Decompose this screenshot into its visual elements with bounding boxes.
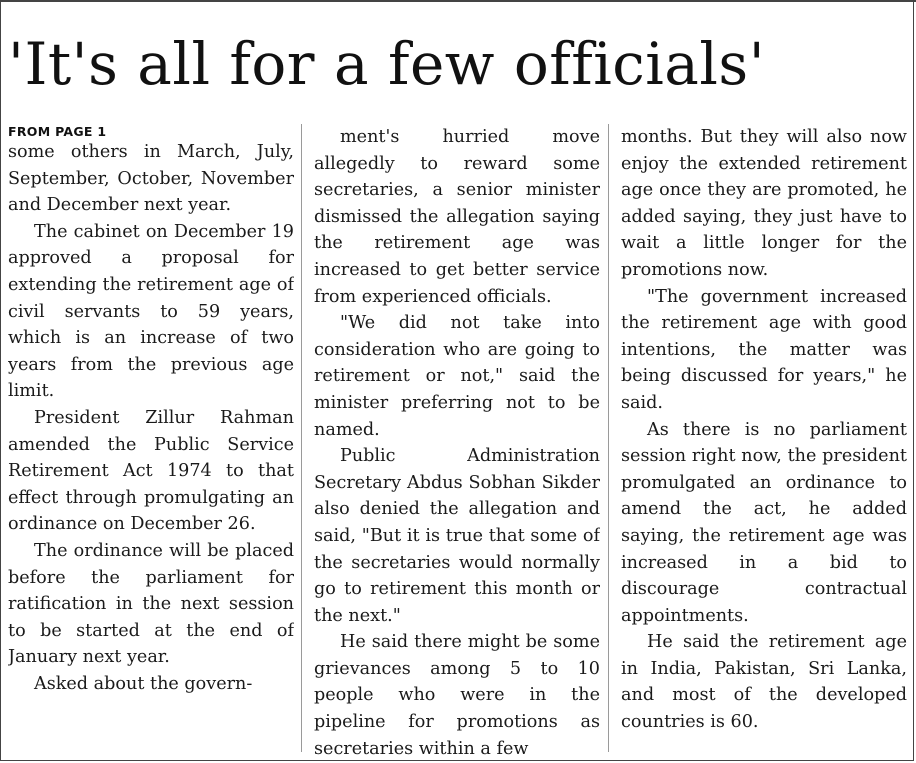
paragraph: The cabinet on December 19 approved a proposal for extending the retirement age of civil servants to 59 years, which is an increase of two years from the previous age limit.	[8, 221, 294, 402]
paragraph: some others in March, July, September, October, November and December next year.	[8, 142, 294, 216]
top-rule	[0, 0, 916, 6]
paragraph: "The government increased the retirement age with good intentions, the matter was being discussed for years," he said.	[621, 286, 907, 413]
paragraph: He said the retirement age in India, Pakistan, Sri Lanka, and most of the developed countries is 60.	[621, 632, 907, 733]
article-column-1	[8, 124, 294, 758]
kicker: FROM PAGE 1	[8, 124, 107, 139]
headline: 'It's all for a few officials'	[8, 30, 766, 98]
column-divider	[301, 124, 302, 752]
paragraph: As there is no parliament session right now, the president promulgated an ordinance to amend the act, he added saying, the retirement age was increased in a bid to discourage contractual appointments.	[621, 419, 907, 626]
article-column-2	[314, 124, 600, 758]
paragraph: "We did not take into consideration who are going to retirement or not," said the minister preferring not to be named.	[314, 313, 600, 440]
column-divider	[608, 124, 609, 752]
paragraph: Asked about the govern-	[34, 673, 253, 694]
paragraph: ment's hurried move allegedly to reward some secretaries, a senior minister dismissed the allegation saying the retirement age was increased to get better service from experienced officials.	[314, 127, 600, 307]
paragraph: Public Administration Secretary Abdus Sobhan Sikder also denied the allegation and said, "But it is true that some of the secretaries would normally go to retirement this month or the next."	[314, 446, 600, 626]
article-column-3	[621, 124, 907, 758]
paragraph: months. But they will also now enjoy the extended retirement age once they are promoted, he added saying, they just have to wait a little longer for the promotions now.	[621, 127, 907, 280]
paragraph: The ordinance will be placed before the parliament for ratification in the next session to be started at the end of January next year.	[8, 540, 294, 668]
paragraph: President Zillur Rahman amended the Public Service Retirement Act 1974 to that effect through promulgating an ordinance on December 26.	[8, 407, 294, 535]
paragraph: He said there might be some grievances among 5 to 10 people who were in the pipeline for promotions as secretaries within a few	[314, 632, 600, 758]
